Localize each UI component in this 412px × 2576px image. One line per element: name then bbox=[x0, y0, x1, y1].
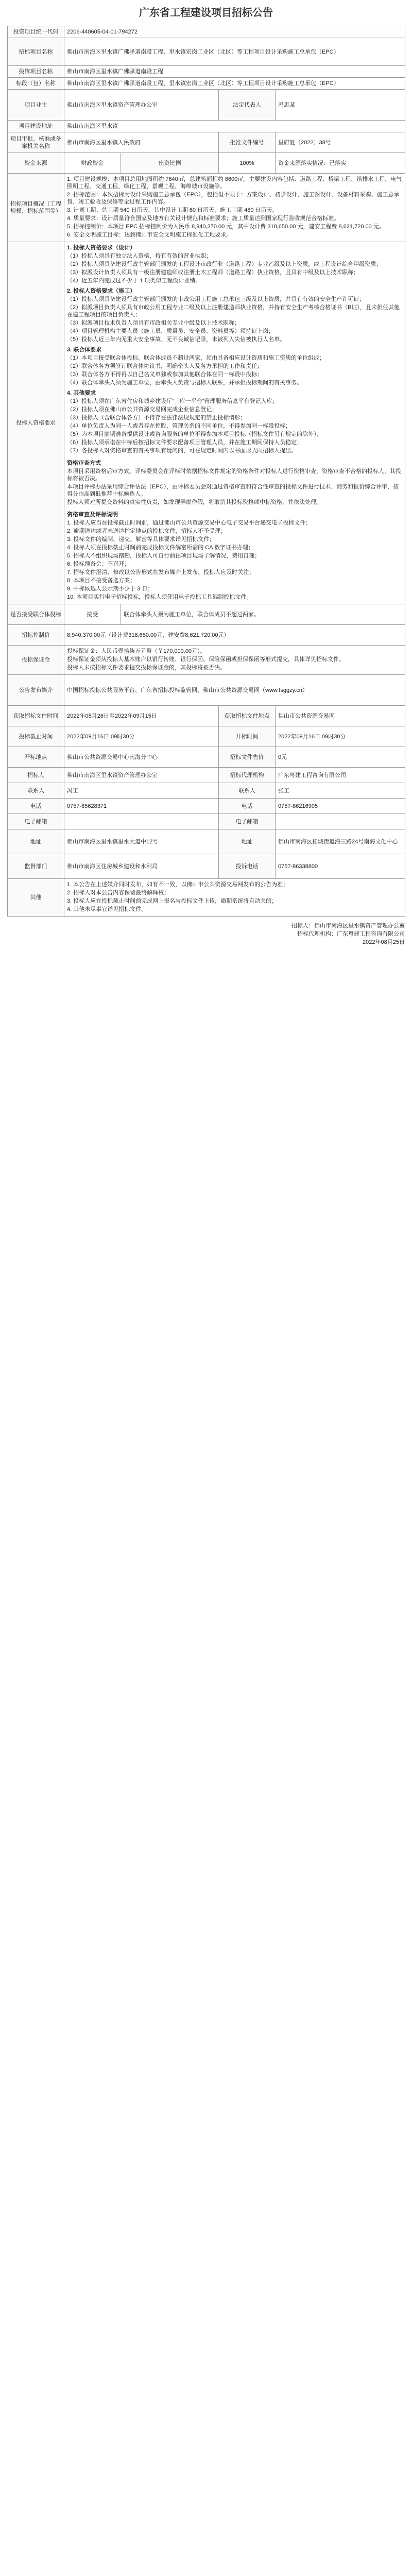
qual-item: （1）投标人须具有独立法人资格，持有有效的营业执照； bbox=[67, 253, 212, 259]
qual-item: （2）投标人须在佛山市公共资源交易网完成企业信息登记； bbox=[67, 406, 218, 413]
label-qualification: 投标人资格要求 bbox=[8, 242, 64, 604]
label-bid-bond: 投标保证金 bbox=[8, 646, 64, 675]
value-owner-address: 佛山市南海区里水镇里水大道中12号 bbox=[64, 829, 219, 854]
label-owner-person: 联系人 bbox=[8, 783, 64, 799]
other-list bbox=[67, 881, 402, 913]
row-fund bbox=[8, 153, 405, 174]
label-approval: 项目审批、核准或备案机关名称 bbox=[8, 132, 64, 153]
value-joint-bid: 接受 bbox=[64, 604, 121, 625]
tender-item: 3. 投标文件的编制、递交、解密等具体要求详见招标文件； bbox=[67, 536, 215, 543]
page-title: 广东省工程建设项目招标公告 bbox=[139, 7, 273, 19]
label-fund-source: 资金来源 bbox=[8, 153, 64, 174]
row-contact-head bbox=[8, 768, 405, 783]
qual-item: （7）各投标人对资格审查的有关事项有疑问的，可在规定时间内以书面形式向招标人提出。 bbox=[67, 448, 297, 454]
label-bid-section: 标段（包）名称 bbox=[8, 78, 64, 90]
value-legal-rep: 冯思某 bbox=[276, 90, 405, 121]
tender-item: 4. 投标人须在投标截止时间前完成投标文件解密所需的 CA 数字证书办理； bbox=[67, 545, 254, 551]
label-agency-address: 地址 bbox=[219, 829, 276, 854]
qual-block-head: 4. 其他要求 bbox=[67, 390, 96, 396]
tender-list bbox=[67, 519, 402, 601]
row-qualification bbox=[8, 242, 405, 604]
row-publish bbox=[8, 675, 405, 706]
overview-paragraph: 6. 安全文明施工目标：达到佛山市安全文明施工标准化工地要求。 bbox=[67, 232, 232, 238]
value-fund-ratio: 100% bbox=[219, 153, 276, 174]
row-price bbox=[8, 625, 405, 646]
footer-date: 2022年08月25日 bbox=[363, 939, 405, 945]
label-control-price: 招标控制价 bbox=[8, 625, 64, 646]
footer-agency: 招标代理机构：广东粤建工程咨询有限公司 bbox=[297, 931, 405, 937]
row-address bbox=[8, 121, 405, 132]
value-agency-address: 佛山市南海区桂城街道海三路24号南海文化中心 bbox=[276, 829, 405, 854]
row-project-overview bbox=[8, 66, 405, 78]
row-contact-phone bbox=[8, 799, 405, 814]
value-publish: 中国招标投标公共服务平台、广东省招标投标监管网、佛山市公共资源交易网（www.fsggzy.cn） bbox=[64, 675, 405, 706]
tender-item: 1. 投标人应当在投标截止时间前，通过佛山市公共资源交易中心电子交易平台递交电子投标文件； bbox=[67, 520, 312, 526]
value-agency-person: 张工 bbox=[276, 783, 405, 799]
value-qualification bbox=[64, 242, 405, 604]
row-owner bbox=[8, 90, 405, 121]
overview-paragraph: 5. 招标控制价：本项目 EPC 招标控制价为人民币 8,940,370.00 元，其中设计费 318,650.00 元，建安工程费 8,621,720.00 元。 bbox=[67, 224, 385, 230]
row-bid-section bbox=[8, 78, 405, 90]
value-project-name: 佛山市南海区里水镇广佛驿道南段工程、里水镇宏岗工业区（北区）等工程项目设计采购施工总承包（EPC） bbox=[64, 38, 405, 66]
qual-item: （1）投标人须具备建设行政主管部门颁发的市政公用工程施工总承包三级及以上资质，并具有有效的安全生产许可证； bbox=[67, 296, 365, 302]
row-open-place bbox=[8, 747, 405, 768]
label-project-code: 投资项目统一代码 bbox=[8, 26, 64, 38]
label-other: 其他 bbox=[8, 879, 64, 917]
label-approval-code: 批准文件编号 bbox=[219, 132, 276, 153]
label-project-overview: 投资项目名称 bbox=[8, 66, 64, 78]
value-owner-phone: 0757-85628371 bbox=[64, 799, 219, 814]
overview-paragraph: 2. 招标范围：本次招标为设计采购施工总承包（EPC），包括但不限于：方案设计、初步设计、施工图设计、设备材料采购、施工总承包、竣工验收及保修等全过程工作内容。 bbox=[67, 192, 400, 205]
value-owner-email bbox=[64, 814, 219, 829]
qual-item: （2）联合体各方须签订联合体协议书，明确牵头人及各方承担的工作和责任； bbox=[67, 363, 263, 369]
label-agency-email: 电子邮箱 bbox=[219, 814, 276, 829]
qual-item: （3）联合体各方不得再以自己名义单独或参加其他联合体在同一标段中投标； bbox=[67, 371, 263, 378]
value-fund-status: 资金来源落实情况：已落实 bbox=[276, 153, 405, 174]
qual-block-head: 2. 投标人资格要求（施工） bbox=[67, 288, 136, 294]
qual-item: （5）为本项目前期准备提供设计或咨询服务的单位不得参加本项目投标（招标文件另有规定的除外）； bbox=[67, 431, 322, 437]
label-fund-status: 资金来源落实情况 bbox=[278, 160, 323, 166]
bid-bond-paragraph: 投标人未按招标文件要求提交投标保证金的，其投标将被否决。 bbox=[67, 665, 226, 671]
label-fund-ratio: 出资比例 bbox=[121, 153, 219, 174]
value-owner: 佛山市南海区里水镇资产管理办公室 bbox=[64, 90, 219, 121]
row-supervisor bbox=[8, 854, 405, 879]
qual-item: （1）投标人须在广东省住房和城乡建设厅“三库一平台”管理服务信息平台登记入库； bbox=[67, 398, 278, 404]
row-doc-time bbox=[8, 706, 405, 726]
tender-item: 5. 招标人不组织现场踏勘，投标人可自行前往项目现场了解情况，费用自理； bbox=[67, 553, 261, 559]
bid-bond-list bbox=[67, 648, 402, 671]
tender-section-head: 资格审查及评标说明 bbox=[67, 512, 118, 518]
label-owner-email: 电子邮箱 bbox=[8, 814, 64, 829]
value-doc-place: 佛山市公共资源交易网 bbox=[276, 706, 405, 726]
value-fund-status-text: 已落实 bbox=[329, 160, 346, 166]
label-doc-time: 获取招标文件时间 bbox=[8, 706, 64, 726]
value-doc-price: 0元 bbox=[276, 747, 405, 768]
label-bid-time: 投标截止时间 bbox=[8, 726, 64, 747]
value-contact-agency: 广东粤建工程咨询有限公司 bbox=[276, 768, 405, 783]
tender-item: 8. 本项目不接受备选方案； bbox=[67, 578, 136, 584]
label-agency-phone: 电话 bbox=[219, 799, 276, 814]
value-bid-time: 2022年09月16日 09时30分 bbox=[64, 726, 219, 747]
overview-paragraph: 4. 质量要求：设计质量符合国家及地方有关设计规范和标准要求；施工质量达到国家现行验收规范合格标准。 bbox=[67, 215, 340, 222]
tender-item: 2. 逾期送达或者未送达指定地点的投标文件，招标人不予受理； bbox=[67, 528, 227, 534]
value-project-code: 2206-440605-04-01-794272 bbox=[64, 26, 405, 38]
value-bid-section: 佛山市南海区里水镇广佛驿道南段工程、里水镇宏岗工业区（北区）等工程项目设计采购施工总承包（EPC） bbox=[64, 78, 405, 90]
notice-table bbox=[7, 26, 405, 917]
label-project-name: 招标项目名称 bbox=[8, 38, 64, 66]
qual-item: （3）投标人（含联合体各方）不得存在法律法规规定的禁止投标情形； bbox=[67, 415, 246, 421]
value-contact-owner: 佛山市南海区里水镇资产管理办公室 bbox=[64, 768, 219, 783]
label-owner-address: 地址 bbox=[8, 829, 64, 854]
label-legal-rep: 法定代表人 bbox=[219, 90, 276, 121]
value-owner-person: 冯工 bbox=[64, 783, 219, 799]
value-complaint: 0757-86338800 bbox=[276, 854, 405, 879]
value-control-price: 8,940,370.00元（设计费318,650.00元，建安费8,621,720.00元） bbox=[64, 625, 405, 646]
tender-item: 9. 中标候选人公示期不少于 3 日； bbox=[67, 586, 153, 592]
label-open-place: 开标地点 bbox=[8, 747, 64, 768]
value-open-time: 2022年09月16日 09时30分 bbox=[276, 726, 405, 747]
other-paragraph: 2. 招标人对本公告内容保留最终解释权； bbox=[67, 890, 170, 896]
qual-item: （4）项目管理机构主要人员（施工员、质量员、安全员、资料员等）须持证上岗； bbox=[67, 328, 274, 334]
value-joint-note: 联合体牵头人须为施工单位，联合体成员不超过两家。 bbox=[121, 604, 405, 625]
row-overview bbox=[8, 174, 405, 242]
row-approval bbox=[8, 132, 405, 153]
row-other bbox=[8, 879, 405, 917]
qual-item: （4）单位负责人为同一人或者存在控股、管理关系的不同单位，不得参加同一标段投标； bbox=[67, 423, 291, 429]
qual-item: （5）投标人近三年内无重大安全事故、无不良诚信记录，未被列入失信被执行人名单。 bbox=[67, 336, 286, 343]
label-overview: 招标项目概况（工程规模、招标范围等） bbox=[8, 174, 64, 242]
value-overview bbox=[64, 174, 405, 242]
overview-list bbox=[67, 176, 402, 239]
value-agency-email bbox=[276, 814, 405, 829]
label-address: 项目建设地址 bbox=[8, 121, 64, 132]
footer-owner: 招标人：佛山市南海区里水镇资产管理办公室 bbox=[291, 923, 405, 929]
signature-block bbox=[7, 917, 405, 945]
tender-item: 6. 投标预备会：不召开； bbox=[67, 561, 130, 567]
value-project-overview: 佛山市南海区里水镇广佛驿道南段工程 bbox=[64, 66, 405, 78]
label-doc-place: 获取招标文件地点 bbox=[219, 706, 276, 726]
label-agency-person: 联系人 bbox=[219, 783, 276, 799]
value-other bbox=[64, 879, 405, 917]
tender-item: 7. 招标文件澄清、修改以公告形式在发布媒介上发布，投标人应及时关注； bbox=[67, 569, 255, 575]
value-open-place: 佛山市公共资源交易中心南海分中心 bbox=[64, 747, 219, 768]
other-paragraph: 1. 本公告在上述媒介同时发布，如有不一致，以佛山市公共资源交易网发布的公告为准； bbox=[67, 882, 289, 888]
label-owner: 项目业主 bbox=[8, 90, 64, 121]
label-owner-phone: 电话 bbox=[8, 799, 64, 814]
label-contact-owner: 招标人 bbox=[8, 768, 64, 783]
qual-review-paragraph: 本项目评标办法采用综合评估法（EPC），由评标委员会对通过资格审查和符合性审查的投标文件进行技术、商务和报价综合评审，按得分由高到低推荐中标候选人。 bbox=[67, 484, 399, 497]
tender-item: 10. 本项目实行电子招标投标，投标人须使用电子投标工具编制投标文件。 bbox=[67, 594, 252, 600]
overview-paragraph: 3. 计划工期：总工期 540 日历天，其中设计工期 60 日历天，施工工期 480 日历天。 bbox=[67, 207, 278, 213]
row-bid-time bbox=[8, 726, 405, 747]
qual-review-paragraph: 本项目采用资格后审方式。评标委员会在评标时依据招标文件规定的资格条件对投标人进行资格审查，资格审查不合格的投标人，其投标将被否决。 bbox=[67, 468, 401, 482]
bid-bond-paragraph: 投标保证金：人民币壹拾柒万元整（￥170,000.00元）。 bbox=[67, 648, 206, 654]
value-approval: 佛山市南海区里水镇人民政府 bbox=[64, 132, 219, 153]
row-contact-address bbox=[8, 829, 405, 854]
label-contact-agency: 招标代理机构 bbox=[219, 768, 276, 783]
overview-paragraph: 1. 项目建设规模：本项目总用地面积约 7640㎡，总建筑面积约 8600㎡。主要建设内容包括：道路工程、桥梁工程、给排水工程、电气照明工程、交通工程、绿化工程、景观工程、海绵城市设施等。 bbox=[67, 176, 402, 190]
value-bid-bond bbox=[64, 646, 405, 675]
row-bid-bond bbox=[8, 646, 405, 675]
value-doc-time: 2022年08月26日至2022年09月15日 bbox=[64, 706, 219, 726]
label-joint-bid: 是否接受联合体投标 bbox=[8, 604, 64, 625]
qual-item: （2）拟派项目负责人须具有市政公用工程专业二级及以上注册建造师执业资格，并持有安全生产考核合格证书（B证），且未担任其他在建工程项目的项目负责人； bbox=[67, 304, 400, 318]
qual-item: （1）本项目接受联合体投标。联合体成员不超过两家，须由具备相应设计资质和施工资质的单位组成； bbox=[67, 355, 325, 361]
value-approval-code: 里府复〔2022〕38号 bbox=[276, 132, 405, 153]
label-publish: 公告发布媒介 bbox=[8, 675, 64, 706]
qual-review-head: 资格审查方式 bbox=[67, 460, 101, 466]
bid-bond-paragraph: 投标保证金须从投标人基本账户以银行转账、银行保函、保险保函或担保保函等形式提交，具体详见招标文件。 bbox=[67, 656, 345, 663]
label-doc-price: 招标文件售价 bbox=[219, 747, 276, 768]
qual-review-paragraph: 投标人须对所提交资料的真实性负责，如发现弄虚作假，将取消其投标资格或中标资格，并依法处理。 bbox=[67, 499, 322, 505]
row-project-code bbox=[8, 26, 405, 38]
row-contact-email bbox=[8, 814, 405, 829]
qual-block-head: 1. 投标人资格要求（设计） bbox=[67, 245, 136, 251]
label-supervisor: 监督部门 bbox=[8, 854, 64, 879]
other-paragraph: 4. 其他未尽事宜详见招标文件。 bbox=[67, 906, 147, 912]
label-complaint: 投诉电话 bbox=[219, 854, 276, 879]
qual-item: （3）拟派项目技术负责人须具有市政相关专业中级及以上技术职称； bbox=[67, 320, 241, 326]
qualification-list bbox=[67, 244, 402, 454]
value-agency-phone: 0757-86216905 bbox=[276, 799, 405, 814]
row-joint-bid bbox=[8, 604, 405, 625]
row-project-name bbox=[8, 38, 405, 66]
value-address: 佛山市南海区里水镇 bbox=[64, 121, 405, 132]
qual-item: （6）投标人须承诺在中标后按招标文件要求配备项目管理人员，并在施工期间保持人员稳定； bbox=[67, 439, 303, 446]
row-contact-person bbox=[8, 783, 405, 799]
qual-block-head: 3. 联合体要求 bbox=[67, 347, 102, 353]
value-fund-source: 财政资金 bbox=[64, 153, 121, 174]
qual-item: （4）近五年内完成过不少于 1 项类似工程设计业绩。 bbox=[67, 278, 201, 284]
qual-review-list bbox=[67, 468, 402, 506]
qual-item: （4）联合体牵头人须为施工单位，由牵头人负责与招标人联系，并承担投标期间的有关事务。 bbox=[67, 380, 303, 386]
other-paragraph: 3. 投标人应在投标截止时间前完成网上报名与投标文件上传，逾期系统将自动关闭； bbox=[67, 898, 278, 904]
qual-item: （2）投标人须具备建设行政主管部门颁发的工程设计市政行业（道路工程）专业乙级及以上资质，或工程设计综合甲级资质； bbox=[67, 261, 382, 267]
qual-item: （3）拟派设计负责人须具有一级注册建造师或注册土木工程师（道路工程）执业资格，且具有中级及以上技术职称； bbox=[67, 269, 359, 276]
value-supervisor: 佛山市南海区住房城乡建设和水利局 bbox=[64, 854, 219, 879]
label-open-time: 开标时间 bbox=[219, 726, 276, 747]
